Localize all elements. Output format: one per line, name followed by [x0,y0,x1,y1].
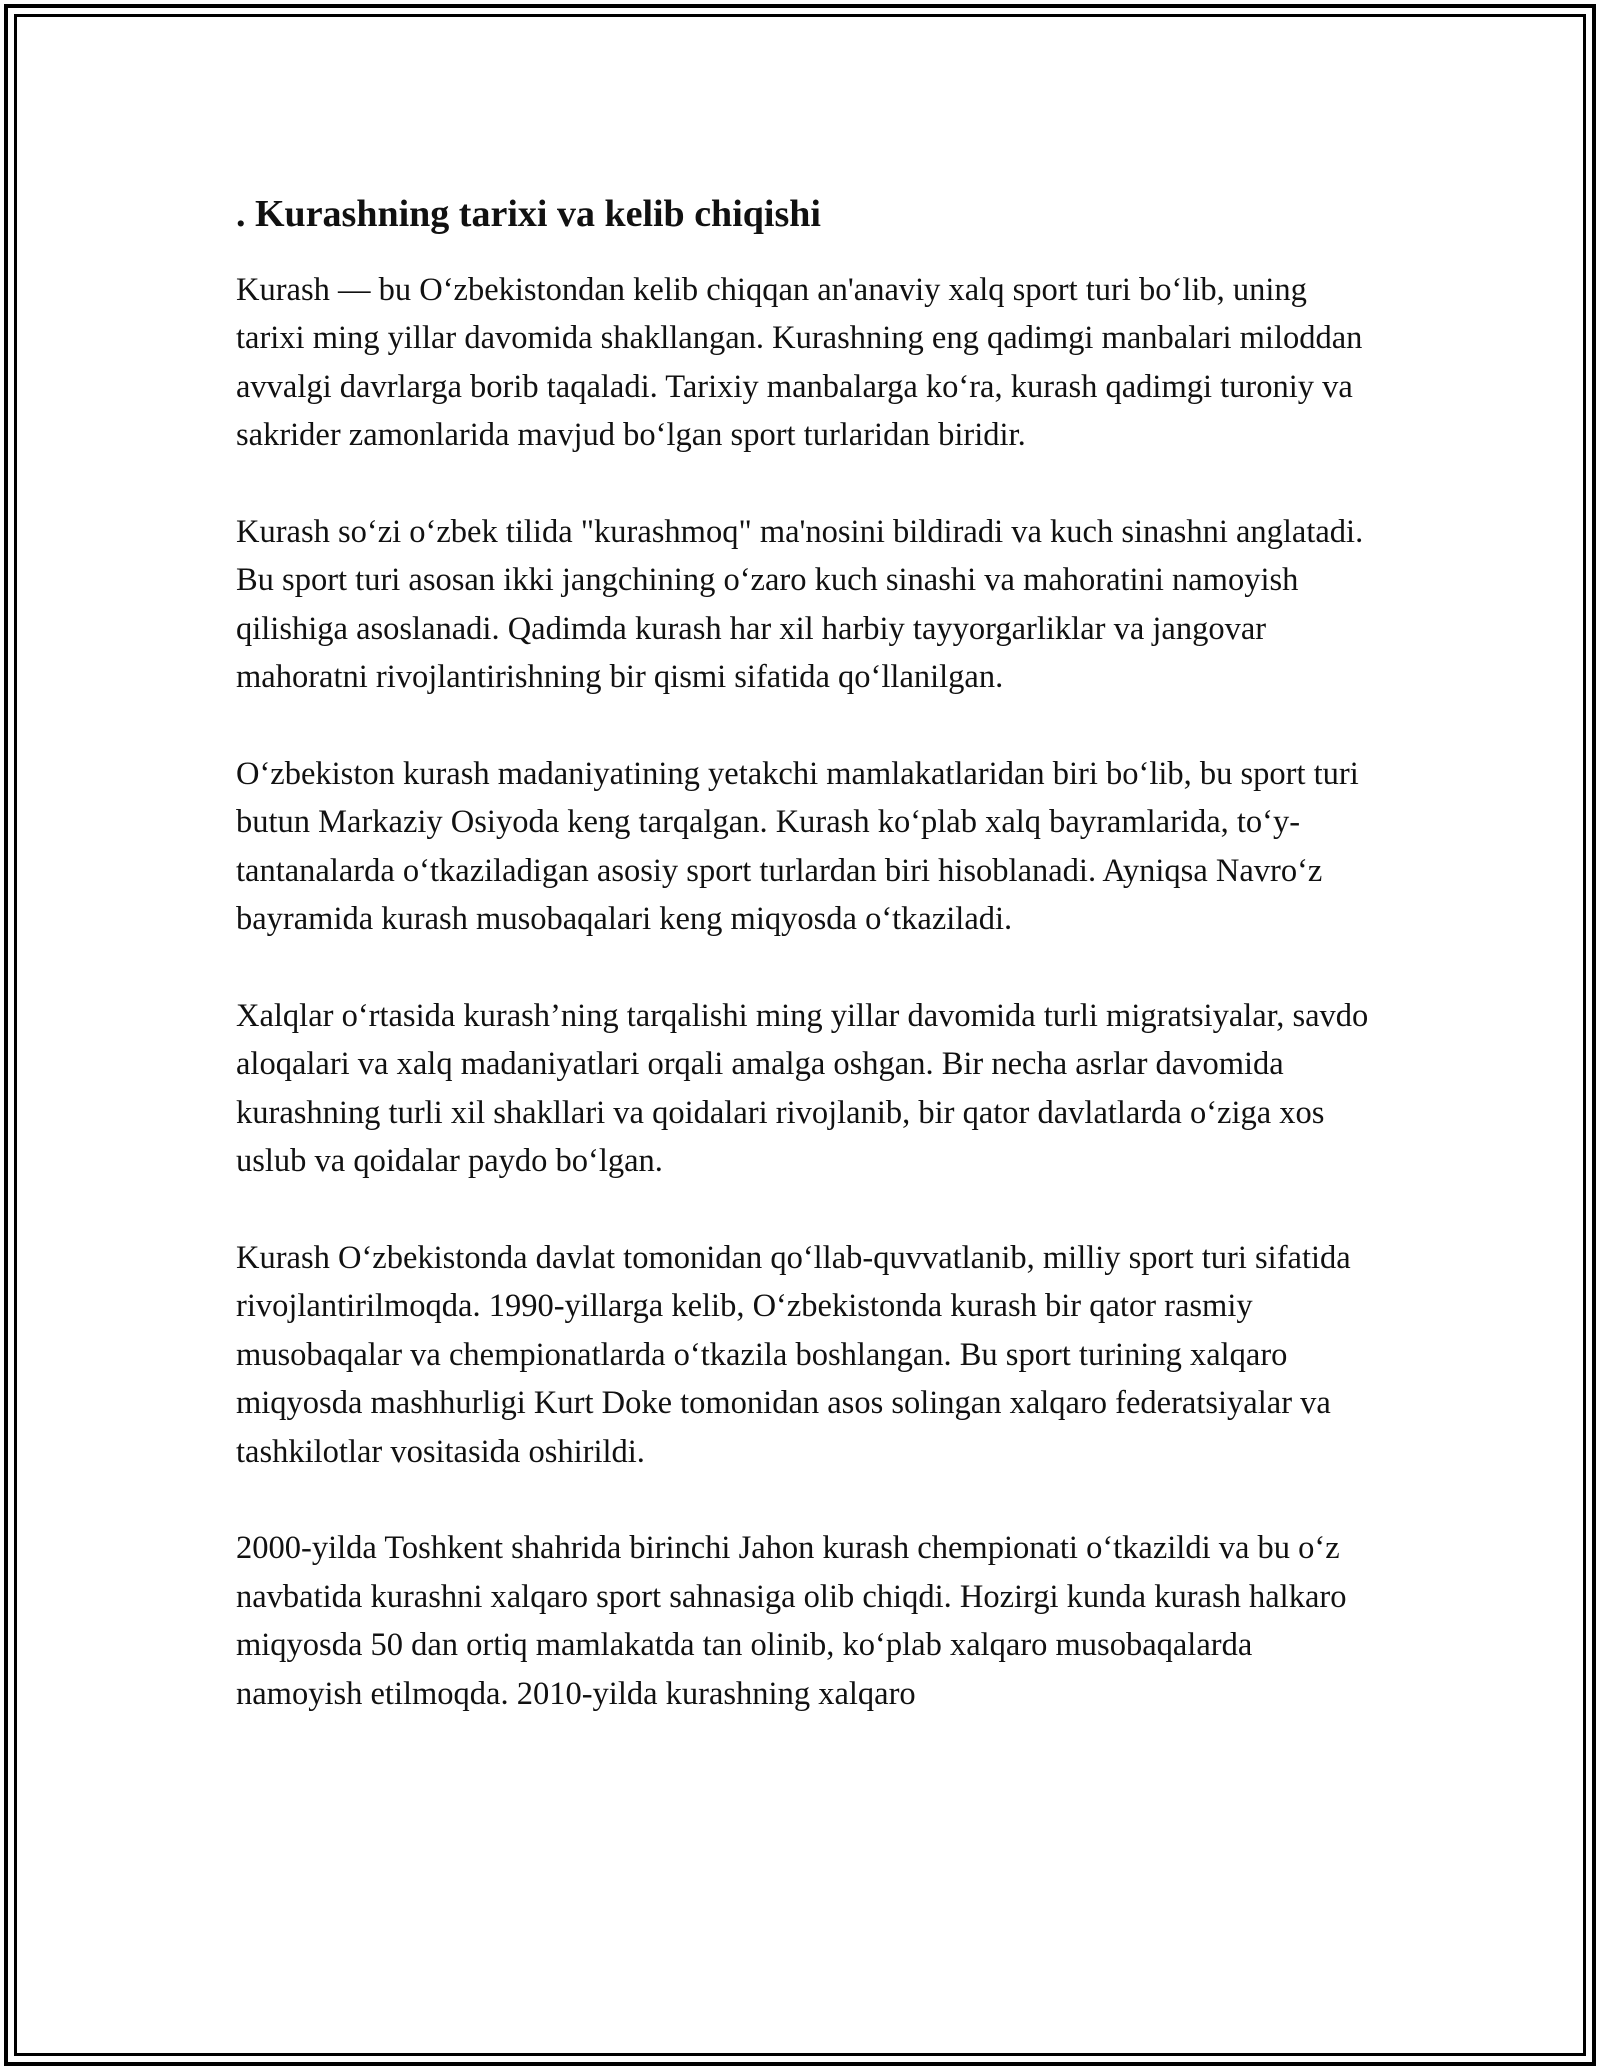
paragraph-1: Kurash — bu O‘zbekistondan kelib chiqqan an'anaviy xalq sport turi bo‘lib, uning tarixi ming yillar davomida shakllangan. Kurashning eng qadimgi manbalari miloddan avvalgi davrlarga borib taqaladi. Tarixiy manbalarga ko‘ra, kurash qadimgi turoniy va sakrider zamonlarida mavjud bo‘lgan sport turlaridan biridir. [236,272,1363,454]
paragraph-2: Kurash so‘zi o‘zbek tilida "kurashmoq" ma'nosini bildiradi va kuch sinashni anglatadi. Bu sport turi asosan ikki jangchining o‘zaro kuch sinashi va mahoratini namoyish qilishiga asoslanadi. Qadimda kurash har xil harbiy tayyorgarliklar va jangovar mahoratni rivojlantirishning bir qismi sifatida qo‘llanilgan. [236,514,1364,696]
paragraph-3: O‘zbekiston kurash madaniyatining yetakchi mamlakatlaridan biri bo‘lib, bu sport turi butun Markaziy Osiyoda keng tarqalgan. Kurash ko‘plab xalq bayramlarida, to‘y-tantanalarda o‘tkaziladigan asosiy sport turlardan biri hisoblanadi. Ayniqsa Navro‘z bayramida kurash musobaqalari keng miqyosda o‘tkaziladi. [236,756,1359,938]
paragraph-6: 2000-yilda Toshkent shahrida birinchi Jahon kurash chempionati o‘tkazildi va bu o‘z navbatida kurashni xalqaro sport sahnasiga olib chiqdi. Hozirgi kunda kurash halkaro miqyosda 50 dan ortiq mamlakatda tan olinib, ko‘plab xalqaro musobaqalarda namoyish etilmoqda. 2010-yilda kurashning xalqaro [236,1530,1347,1712]
document-body [236,186,1376,1767]
document-title: . Kurashning tarixi va kelib chiqishi [236,193,821,235]
paragraph-4: Xalqlar o‘rtasida kurash’ning tarqalishi ming yillar davomida turli migratsiyalar, savdo aloqalari va xalq madaniyatlari orqali amalga oshgan. Bir necha asrlar davomida kurashning turli xil shakllari va qoidalari rivojlanib, bir qator davlatlarda o‘ziga xos uslub va qoidalar paydo bo‘lgan. [236,998,1369,1180]
paragraph-5: Kurash O‘zbekistonda davlat tomonidan qo‘llab-quvvatlanib, milliy sport turi sifatida rivojlantirilmoqda. 1990-yillarga kelib, O‘zbekistonda kurash bir qator rasmiy musobaqalar va chempionatlarda o‘tkazila boshlangan. Bu sport turining xalqaro miqyosda mashhurligi Kurt Doke tomonidan asos solingan xalqaro federatsiyalar va tashkilotlar vositasida oshirildi. [236,1240,1351,1470]
